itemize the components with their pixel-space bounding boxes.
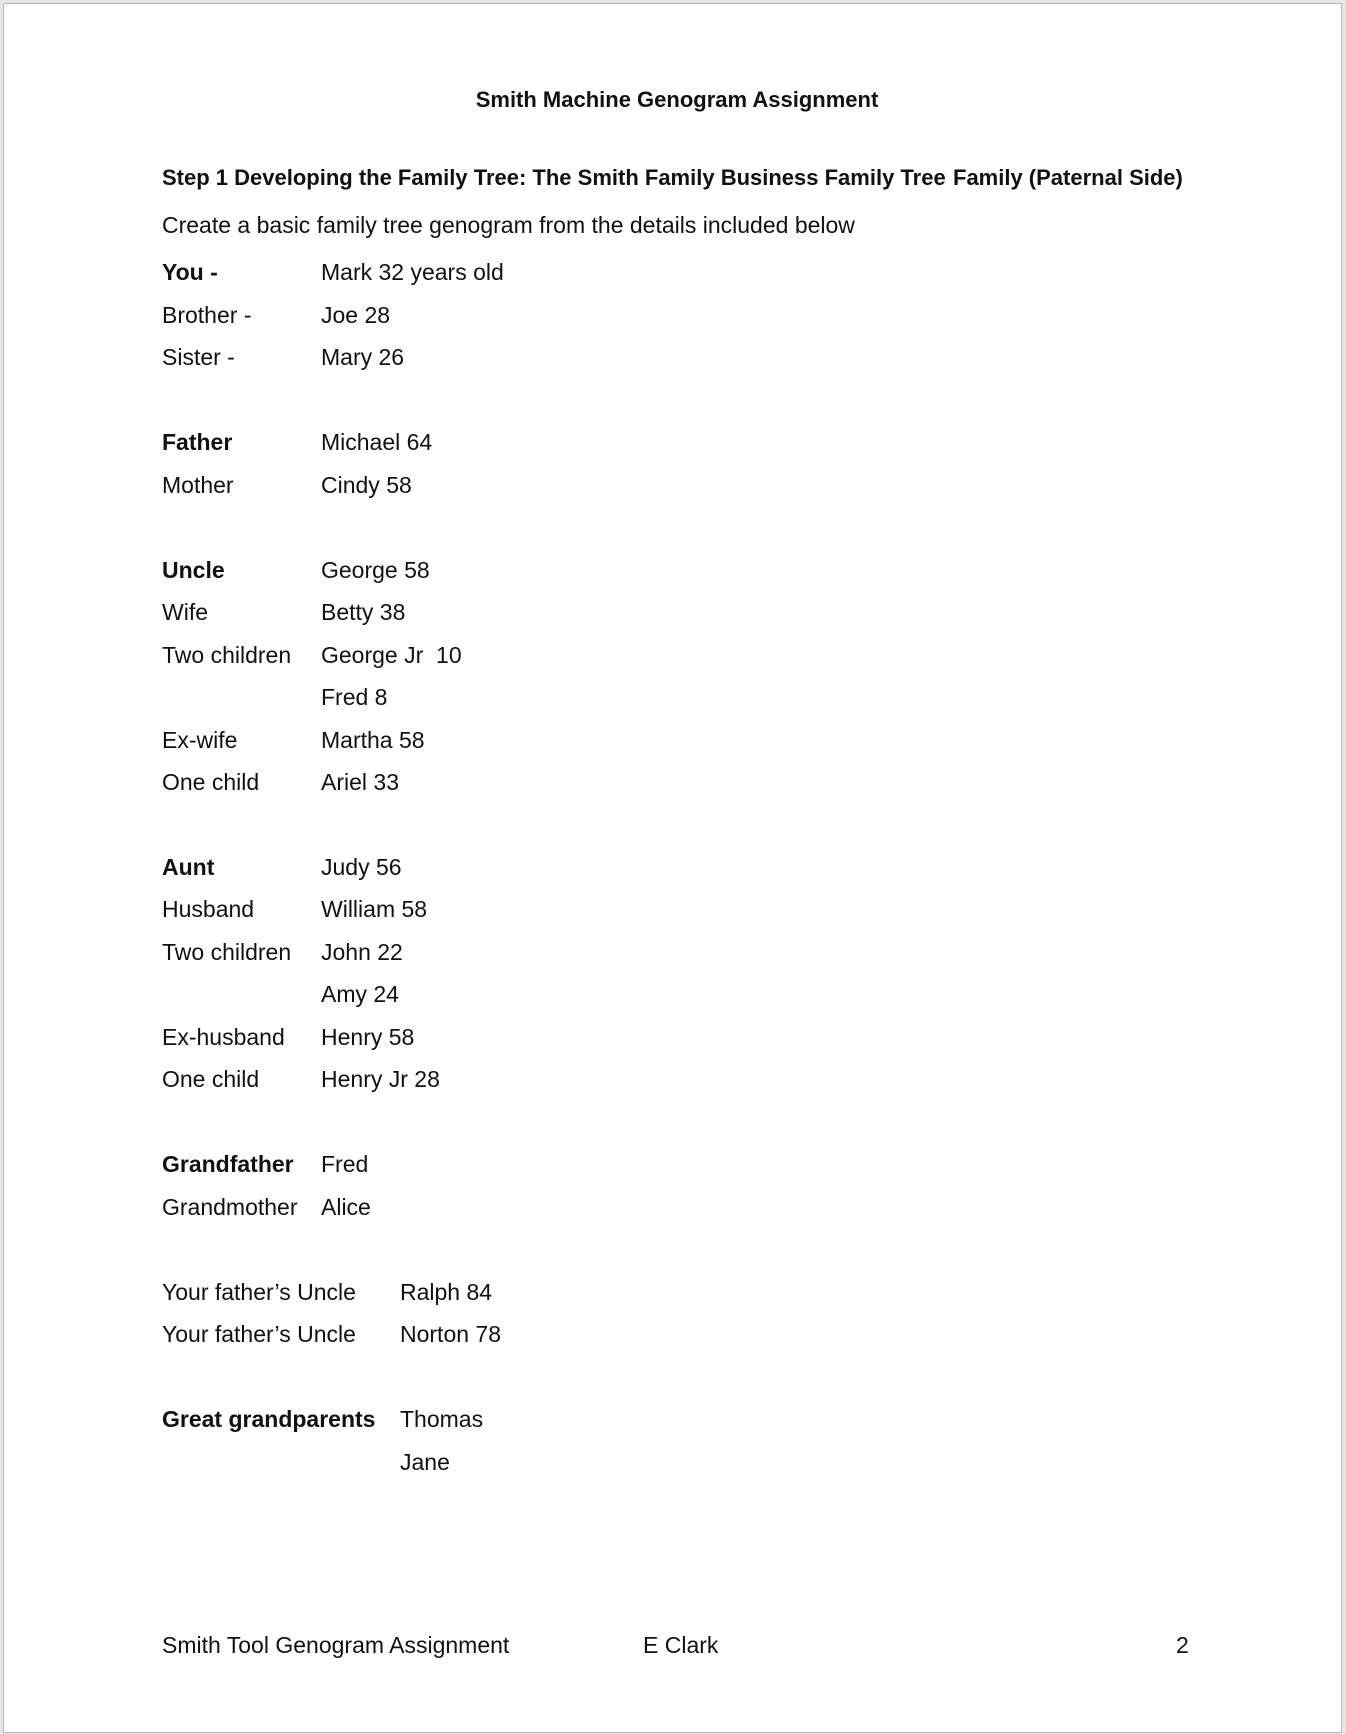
row-label-sister: Sister - xyxy=(162,344,235,370)
row-value-grandfather: Fred xyxy=(321,1151,369,1177)
row-label-aunt-children: Two children xyxy=(162,939,292,965)
row-value-aunt: Judy 56 xyxy=(321,854,402,880)
row-value-uncle-child-1: George Jr 10 xyxy=(321,642,462,668)
row-value-sister: Mary 26 xyxy=(321,344,405,370)
row-label-uncle-ex-wife: Ex-wife xyxy=(162,727,238,753)
row-value-uncle-child-2: Fred 8 xyxy=(321,684,388,710)
footer-document-name: Smith Tool Genogram Assignment xyxy=(162,1632,510,1658)
row-label-mother: Mother xyxy=(162,472,234,498)
row-value-aunt-husband: William 58 xyxy=(321,896,428,922)
row-value-aunt-child-2: Amy 24 xyxy=(321,981,399,1007)
row-value-brother: Joe 28 xyxy=(321,302,391,328)
row-label-you: You - xyxy=(162,259,218,285)
footer-page-number: 2 xyxy=(1176,1632,1189,1658)
row-label-uncle-one-child: One child xyxy=(162,769,260,795)
row-label-uncle: Uncle xyxy=(162,557,225,583)
step-heading: Step 1 Developing the Family Tree: The Smith Family Business Family Tree xyxy=(162,165,946,190)
row-value-great-grandparent-2: Jane xyxy=(400,1449,450,1475)
row-value-you: Mark 32 years old xyxy=(321,259,504,285)
row-label-uncle-children: Two children xyxy=(162,642,292,668)
row-value-uncle: George 58 xyxy=(321,557,430,583)
row-label-fathers-uncle-1: Your father’s Uncle xyxy=(162,1279,356,1305)
row-value-fathers-uncle-2: Norton 78 xyxy=(400,1321,502,1347)
row-label-grandfather: Grandfather xyxy=(162,1151,294,1177)
row-label-aunt-one-child: One child xyxy=(162,1066,260,1092)
row-label-grandmother: Grandmother xyxy=(162,1194,298,1220)
row-label-aunt: Aunt xyxy=(162,854,215,880)
row-value-aunt-one-child: Henry Jr 28 xyxy=(321,1066,440,1092)
row-value-uncle-ex-wife: Martha 58 xyxy=(321,727,425,753)
row-label-father: Father xyxy=(162,429,233,455)
row-value-aunt-ex-husband: Henry 58 xyxy=(321,1024,415,1050)
row-label-fathers-uncle-2: Your father’s Uncle xyxy=(162,1321,356,1347)
row-label-aunt-ex-husband: Ex-husband xyxy=(162,1024,285,1050)
row-label-uncle-wife: Wife xyxy=(162,599,208,625)
document-title: Smith Machine Genogram Assignment xyxy=(475,87,879,112)
row-label-great-grandparents: Great grandparents xyxy=(162,1406,376,1432)
row-value-fathers-uncle-1: Ralph 84 xyxy=(400,1279,493,1305)
document-page xyxy=(3,3,1342,1733)
row-value-grandmother: Alice xyxy=(321,1194,371,1220)
row-value-uncle-wife: Betty 38 xyxy=(321,599,406,625)
row-value-great-grandparent-1: Thomas xyxy=(400,1406,484,1432)
row-value-mother: Cindy 58 xyxy=(321,472,412,498)
footer-author: E Clark xyxy=(643,1632,719,1658)
instruction-text: Create a basic family tree genogram from the details included below xyxy=(162,212,855,238)
side-heading: Family (Paternal Side) xyxy=(953,165,1183,190)
row-label-brother: Brother - xyxy=(162,302,252,328)
row-value-uncle-one-child: Ariel 33 xyxy=(321,769,399,795)
row-value-father: Michael 64 xyxy=(321,429,433,455)
row-label-aunt-husband: Husband xyxy=(162,896,255,922)
row-value-aunt-child-1: John 22 xyxy=(321,939,403,965)
